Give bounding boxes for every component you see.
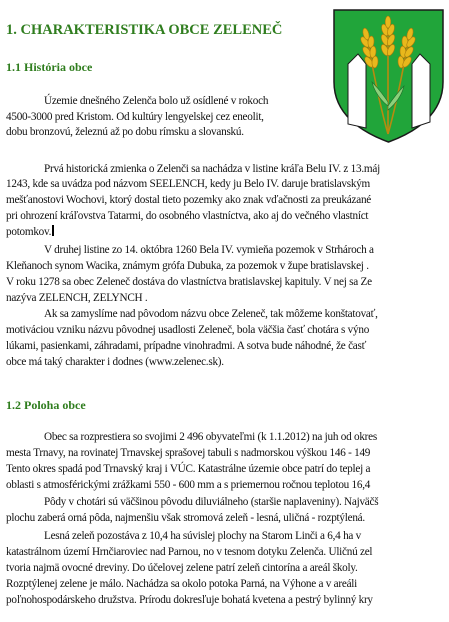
text-line: Územie dnešného Zelenča bolo už osídlené v rokoch	[44, 95, 269, 107]
text-line: 1243, kde sa uvádza pod názvom SEELENCH, kedy ju Belo IV. daruje bratislavským	[6, 178, 371, 190]
text-line: Tento okres spadá pod Trnavský kraj i VÚC. Katastrálne územie obce patrí do teplej a	[6, 463, 371, 475]
text-line: V roku 1278 sa obec Zeleneč dostáva do vlastníctva bratislavskej kapituly. V nej sa Ze	[6, 276, 372, 288]
text-line: poľnohospodárskeho družstva. Prírodu dokresľuje bohatá kvetena a pestrý bylinný kry	[6, 594, 373, 606]
text-line: tvoria najmä ovocné dreviny. Do účelovej zelene patrí zeleň cintorína a areál školy.	[6, 562, 358, 574]
text-line: Prvá historická zmienka o Zelenči sa nachádza v listine kráľa Belu IV. z 13.máj	[44, 163, 380, 175]
text-line: lúkami, pasienkami, záhradami, prípadne vinohradmi. A sotva bude náhodné, že časť	[6, 340, 367, 352]
document-title: 1. CHARAKTERISTIKA OBCE ZELENEČ	[6, 22, 283, 38]
coat-of-arms-icon	[330, 6, 447, 146]
text-line: pri ohrození kráľovstva Tatarmi, do osobného vlastníctva, ako aj do večného vlastníct	[6, 210, 369, 222]
text-line: Rozptýlenej zelene je málo. Nachádza sa okolo potoka Parná, na Výhone a v areáli	[6, 578, 358, 590]
text-line	[6, 225, 54, 239]
text-cursor	[52, 225, 54, 236]
text-line: obce má taký charakter i dodnes (www.zelenec.sk).	[6, 356, 224, 368]
text-line: Ak sa zamyslíme nad pôvodom názvu obce Zeleneč, tak môžeme konštatovať,	[44, 308, 378, 320]
section-heading-location: 1.2 Poloha obce	[6, 398, 86, 412]
text-line: motiváciou vzniku názvu pôvodnej usadlosti Zeleneč, bola väčšia časť chotára s výno	[6, 324, 370, 336]
text-line: plochu zaberá orná pôda, najmenšiu však stromová zeleň - lesná, uličná - rozptýlená.	[6, 512, 365, 524]
section-heading-history: 1.1 História obce	[6, 60, 93, 74]
text-line: Pôdy v chotári sú väčšinou pôvodu diluviálneho (staršie naplaveniny). Najväčš	[44, 496, 379, 508]
text-line-content: potomkov.	[6, 226, 52, 238]
text-line: nazýva ZELENCH, ZELYNCH .	[6, 292, 148, 304]
text-line: mesta Trnavy, na rovinatej Trnavskej sprašovej tabuli s nadmorskou výškou 146 - 149	[6, 447, 371, 459]
text-line: 4500-3000 pred Kristom. Od kultúry lengyelskej cez eneolit,	[6, 111, 264, 123]
text-line: mešťanostovi Wochovi, ktorý dostal tieto pozemky ako znak vďačnosti za preukázané	[6, 194, 372, 206]
text-line: V druhej listine zo 14. októbra 1260 Bela IV. vymieňa pozemok v Strhároch a	[44, 244, 374, 256]
text-line: Obec sa rozprestiera so svojimi 2 496 obyvateľmi (k 1.1.2012) na juh od okres	[44, 431, 377, 443]
text-line: dobu bronzovú, železnú až po dobu rímsku a slovanskú.	[6, 126, 244, 138]
text-line: katastrálnom území Hrnčiaroviec nad Parnou, no v tesnom dotyku Zelenča. Uličnú zel	[6, 546, 373, 558]
text-line: oblasti s atmosférickými zrážkami 550 - 600 mm a s priemernou ročnou teplotou 16,4	[6, 479, 371, 491]
text-line: Lesná zeleň pozostáva z 10,4 ha súvislej plochy na Starom Linči a 6,4 ha v	[44, 530, 362, 542]
text-line: Kleňanoch synom Wacika, známym grófa Dubuka, za pozemok v župe bratislavskej .	[6, 260, 369, 272]
